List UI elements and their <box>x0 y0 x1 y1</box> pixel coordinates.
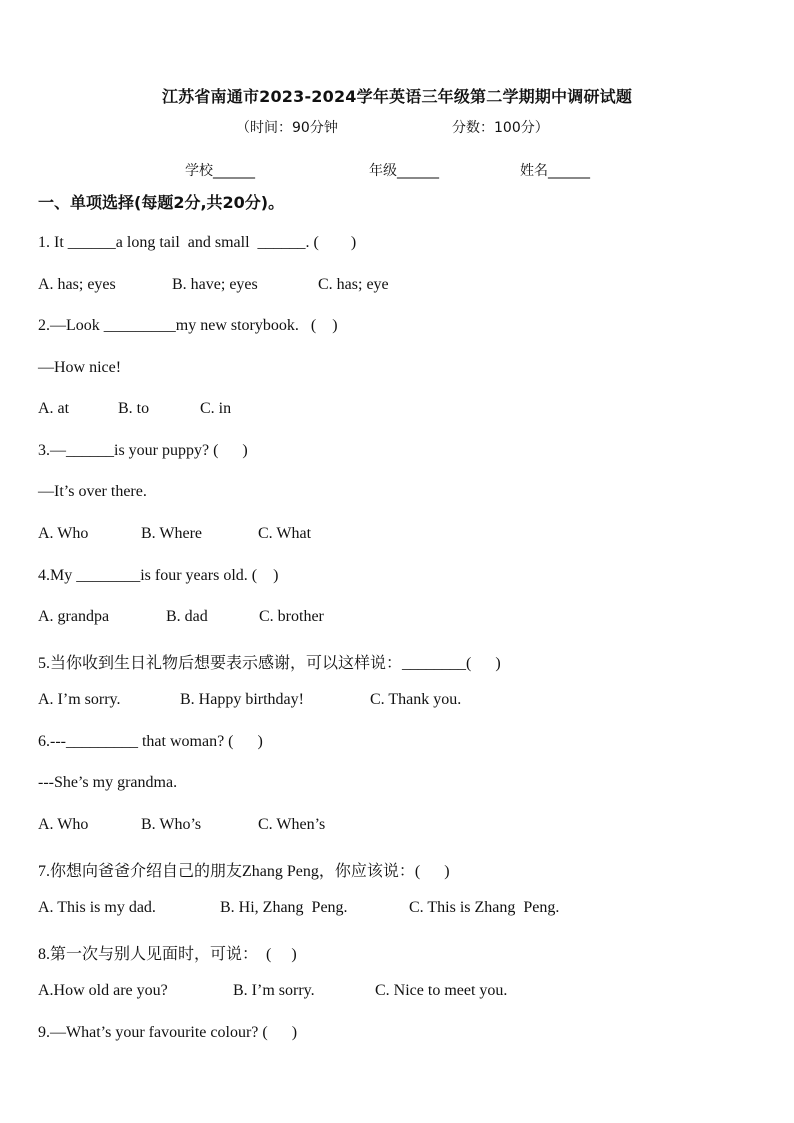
question-2-stem: 2.—Look _________my new storybook. ( ) <box>38 317 338 334</box>
q7-option-a: A. This is my dad. <box>38 899 156 916</box>
q2-option-b: B. to <box>118 400 150 417</box>
q1-option-c: C. has; eye <box>318 276 389 293</box>
q1-option-b: B. have; eyes <box>172 276 258 293</box>
question-1-stem: 1. It ______a long tail and small ______. ( ) <box>38 234 357 251</box>
question-8-stem: 8.第一次与别人见面时，可说： ( ) <box>38 946 297 963</box>
q8-option-a: A.How old are you? <box>38 982 168 999</box>
name-field: 姓名______ <box>520 163 590 179</box>
q5-option-c: C. Thank you. <box>370 691 462 708</box>
q8-option-c: C. Nice to meet you. <box>375 982 508 999</box>
q1-option-a: A. has; eyes <box>38 276 116 293</box>
question-9-stem: 9.—What’s your favourite colour? ( ) <box>38 1024 298 1041</box>
question-6-reply: ---She’s my grandma. <box>38 774 178 791</box>
q5-option-b: B. Happy birthday! <box>180 691 304 708</box>
q5-option-a: A. I’m sorry. <box>38 691 121 708</box>
q8-option-b: B. I’m sorry. <box>233 982 315 999</box>
question-3-reply: —It’s over there. <box>38 483 147 500</box>
question-4-stem: 4.My ________is four years old. ( ) <box>38 567 279 584</box>
q7-option-b: B. Hi, Zhang Peng. <box>220 899 348 916</box>
question-6-stem: 6.---_________ that woman? ( ) <box>38 733 263 750</box>
question-7-stem: 7.你想向爸爸介绍自己的朋友Zhang Peng，你应该说：( ) <box>38 863 450 880</box>
section-title: 一、单项选择(每题2分,共20分)。 <box>38 193 285 212</box>
question-3-stem: 3.—______is your puppy? ( ) <box>38 442 248 459</box>
q7-option-c: C. This is Zhang Peng. <box>409 899 560 916</box>
q3-option-a: A. Who <box>38 525 89 542</box>
question-2-reply: —How nice! <box>38 359 122 376</box>
exam-score: 分数：100分） <box>452 120 549 136</box>
q3-option-b: B. Where <box>141 525 203 542</box>
q6-option-a: A. Who <box>38 816 89 833</box>
question-5-stem: 5.当你收到生日礼物后想要表示感谢，可以这样说：________( ) <box>38 655 501 672</box>
q6-option-b: B. Who’s <box>141 816 202 833</box>
grade-field: 年级______ <box>369 163 439 179</box>
q6-option-c: C. When’s <box>258 816 326 833</box>
exam-time: （时间：90分钟 <box>236 120 338 136</box>
q2-option-a: A. at <box>38 400 70 417</box>
page-title: 江苏省南通市2023-2024学年英语三年级第二学期期中调研试题 <box>161 87 633 106</box>
q3-option-c: C. What <box>258 525 312 542</box>
q2-option-c: C. in <box>200 400 232 417</box>
q4-option-c: C. brother <box>259 608 324 625</box>
q4-option-a: A. grandpa <box>38 608 110 625</box>
q4-option-b: B. dad <box>166 608 208 625</box>
school-field: 学校______ <box>185 163 255 179</box>
